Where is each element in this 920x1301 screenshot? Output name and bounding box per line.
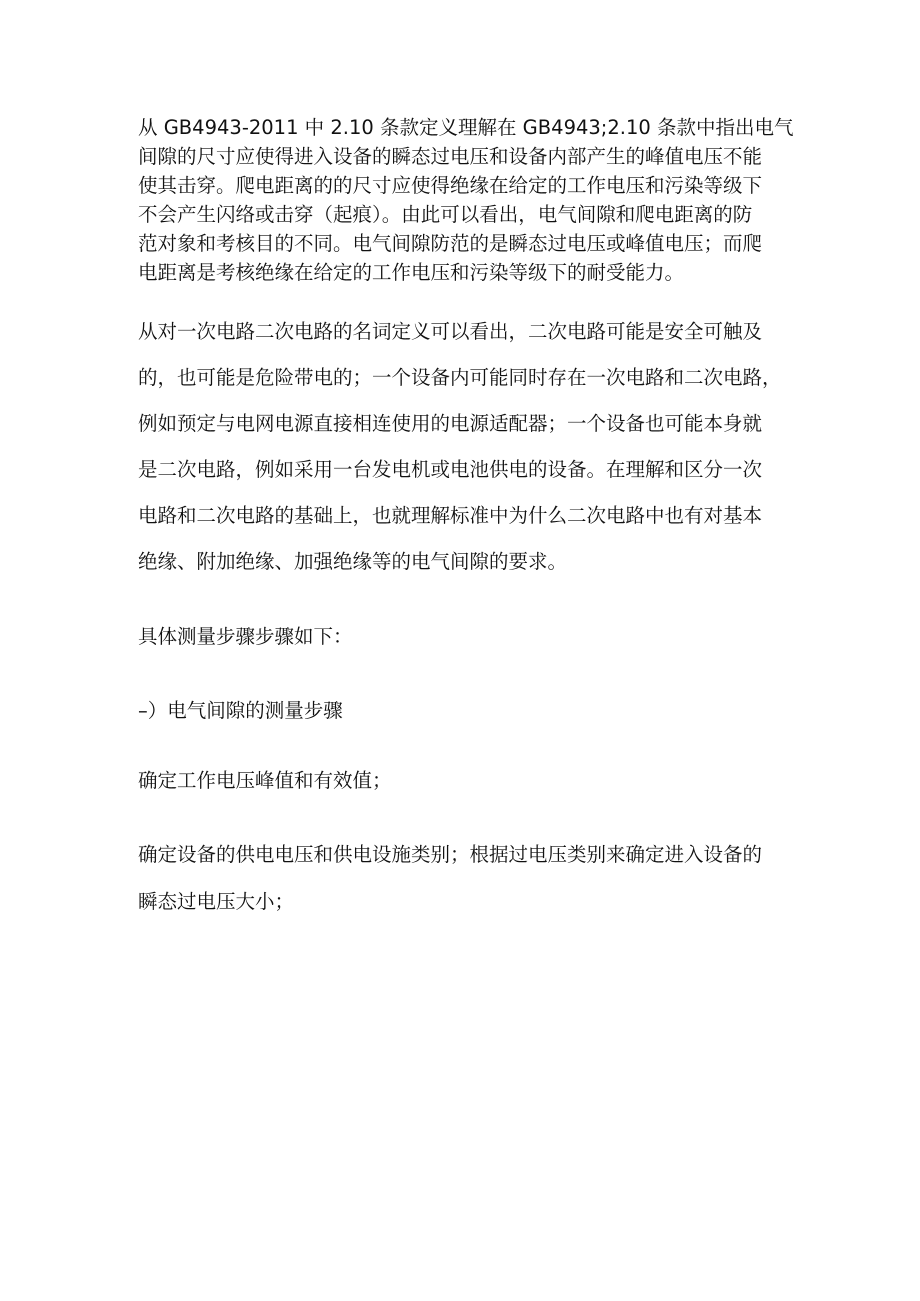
- step-2-line-1: 确定设备的供电电压和供电设施类别；根据过电压类别来确定进入设备的: [138, 843, 763, 866]
- paragraph-1-line-2: 间隙的尺寸应使得进入设备的瞬态过电压和设备内部产生的峰值电压不能: [138, 145, 763, 168]
- paragraph-1-line-1: 从 GB4943-2011 中 2.10 条款定义理解在 GB4943;2.10 条款中指出电气: [138, 116, 794, 139]
- section-heading: –）电气间隙的测量步骤: [138, 699, 343, 722]
- paragraph-2-line-1: 从对一次电路二次电路的名词定义可以看出，二次电路可能是安全可触及: [138, 320, 763, 343]
- paragraph-1-line-6: 电距离是考核绝缘在给定的工作电压和污染等级下的耐受能力。: [138, 261, 685, 284]
- paragraph-2-line-4: 是二次电路，例如采用一台发电机或电池供电的设备。在理解和区分一次: [138, 458, 763, 481]
- paragraph-1-line-4: 不会产生闪络或击穿（起痕）。由此可以看出，电气间隙和爬电距离的防: [138, 203, 753, 226]
- steps-intro: 具体测量步骤步骤如下：: [138, 625, 353, 648]
- paragraph-1-line-5: 范对象和考核目的不同。电气间隙防范的是瞬态过电压或峰值电压；而爬: [138, 232, 763, 255]
- paragraph-2-line-2: 的，也可能是危险带电的；一个设备内可能同时存在一次电路和二次电路，: [138, 366, 782, 389]
- step-2-line-2: 瞬态过电压大小；: [138, 890, 295, 913]
- paragraph-1-line-3: 使其击穿。爬电距离的的尺寸应使得绝缘在给定的工作电压和污染等级下: [138, 174, 763, 197]
- step-1: 确定工作电压峰值和有效值；: [138, 769, 392, 792]
- paragraph-2-line-5: 电路和二次电路的基础上，也就理解标准中为什么二次电路中也有对基本: [138, 504, 763, 527]
- paragraph-2-line-3: 例如预定与电网电源直接相连使用的电源适配器；一个设备也可能本身就: [138, 412, 763, 435]
- paragraph-2-line-6: 绝缘、附加绝缘、加强绝缘等的电气间隙的要求。: [138, 550, 568, 573]
